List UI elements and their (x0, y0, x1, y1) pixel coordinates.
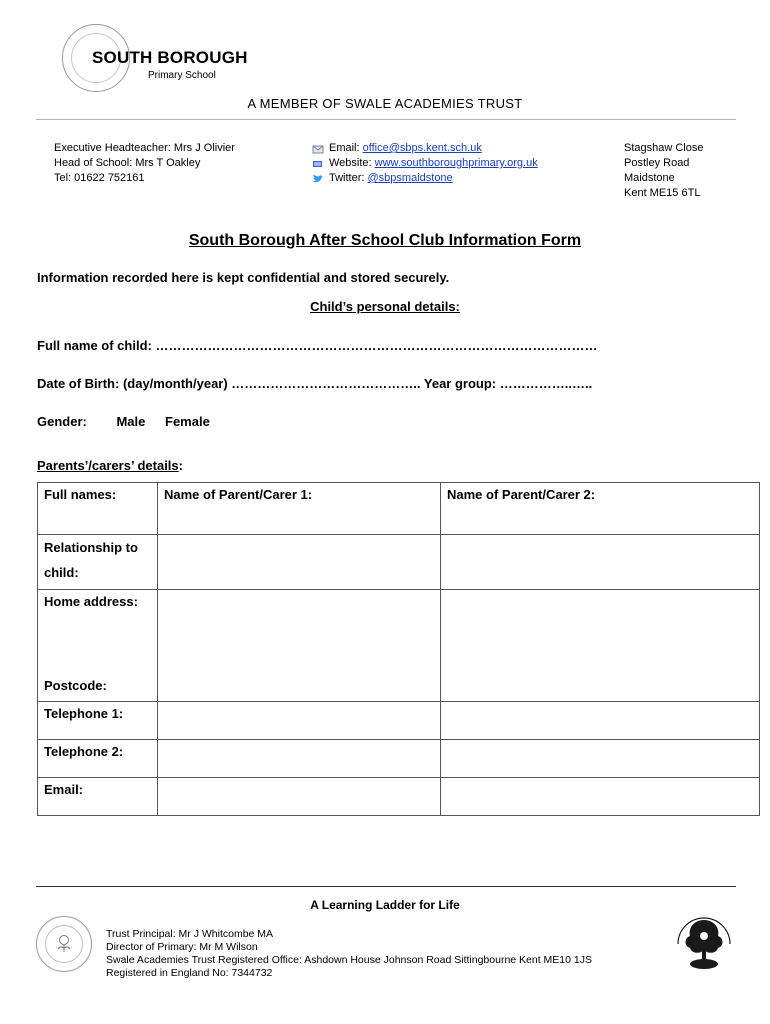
form-title: South Borough After School Club Information Form (188, 232, 582, 249)
telephone2-label: Telephone 2: (38, 740, 158, 778)
website-link[interactable]: www.southboroughprimary.org.uk (374, 157, 538, 169)
child-details-heading: Child’s personal details: (310, 299, 460, 314)
gender-row (37, 414, 210, 429)
staff-block (54, 141, 235, 186)
green-tree-school-badge (670, 910, 738, 978)
school-motto: A Learning Ladder for Life (310, 898, 460, 912)
rhs-gardening-badge (36, 916, 92, 972)
head-of-school: Head of School: Mrs T Oakley (54, 157, 201, 169)
email-link[interactable]: office@sbps.kent.sch.uk (362, 142, 482, 154)
dob-year-field[interactable]: Date of Birth: (day/month/year) …………………………………….. Year group: ……………..….. (37, 376, 593, 391)
relationship-label: Relationship to child: (38, 535, 158, 590)
table-row (38, 535, 760, 590)
plant-icon (56, 934, 72, 954)
school-name: SOUTH BOROUGH (92, 48, 248, 67)
footer-divider (36, 886, 736, 887)
twitter-link[interactable]: @sbpsmaidstone (367, 172, 453, 184)
parent1-name-cell[interactable]: Name of Parent/Carer 1: (158, 483, 441, 535)
address-line: Maidstone (624, 172, 675, 184)
twitter-icon (312, 174, 324, 184)
table-row (38, 778, 760, 816)
gender-male-option[interactable]: Male (116, 414, 146, 429)
website-icon (312, 159, 324, 169)
address-line: Kent ME15 6TL (624, 187, 701, 199)
twitter-label: Twitter: (329, 172, 368, 184)
email-label-cell: Email: (38, 778, 158, 816)
parent2-telephone2-cell[interactable] (441, 740, 760, 778)
parents-table (37, 482, 760, 816)
footer-line: Trust Principal: Mr J Whitcombe MA (106, 928, 274, 940)
email-icon (312, 144, 324, 154)
parent1-telephone2-cell[interactable] (158, 740, 441, 778)
parent2-name-cell[interactable]: Name of Parent/Carer 2: (441, 483, 760, 535)
footer-line: Registered in England No: 7344732 (106, 967, 273, 979)
footer-line: Director of Primary: Mr M Wilson (106, 941, 258, 953)
footer-line: Swale Academies Trust Registered Office: Ashdown House Johnson Road Sittingbourne Kent ME10 1JS (106, 954, 592, 966)
trust-line: A MEMBER OF SWALE ACADEMIES TRUST (247, 96, 523, 111)
gender-female-option[interactable]: Female (165, 414, 210, 429)
parents-heading: Parents’/carers’ details: (37, 458, 183, 473)
gender-label: Gender: (37, 414, 87, 429)
table-row (38, 702, 760, 740)
website-label: Website: (329, 157, 375, 169)
executive-headteacher: Executive Headteacher: Mrs J Olivier (54, 142, 235, 154)
parent2-telephone1-cell[interactable] (441, 702, 760, 740)
trust-details (106, 928, 592, 980)
table-row (38, 483, 760, 535)
address-line: Postley Road (624, 157, 690, 169)
address-line: Stagshaw Close (624, 142, 704, 154)
confidential-notice: Information recorded here is kept confidential and stored securely. (37, 270, 450, 285)
parent1-relationship-cell[interactable] (158, 535, 441, 590)
full-names-label: Full names: (38, 483, 158, 535)
table-row (38, 590, 760, 702)
parent2-relationship-cell[interactable] (441, 535, 760, 590)
email-label: Email: (329, 142, 363, 154)
home-address-label: Home address: Postcode: (38, 590, 158, 702)
parent2-email-cell[interactable] (441, 778, 760, 816)
school-address (624, 141, 704, 201)
telephone: Tel: 01622 752161 (54, 172, 145, 184)
full-name-field[interactable]: Full name of child: ………………………………………………………………………………………… (37, 338, 598, 353)
contact-block (312, 141, 538, 186)
table-row (38, 740, 760, 778)
telephone1-label: Telephone 1: (38, 702, 158, 740)
school-subtitle: Primary School (148, 70, 216, 81)
parent1-telephone1-cell[interactable] (158, 702, 441, 740)
postcode-label: Postcode: (44, 678, 107, 693)
parent2-address-cell[interactable] (441, 590, 760, 702)
parent1-address-cell[interactable] (158, 590, 441, 702)
parent1-email-cell[interactable] (158, 778, 441, 816)
header-divider (36, 119, 736, 120)
